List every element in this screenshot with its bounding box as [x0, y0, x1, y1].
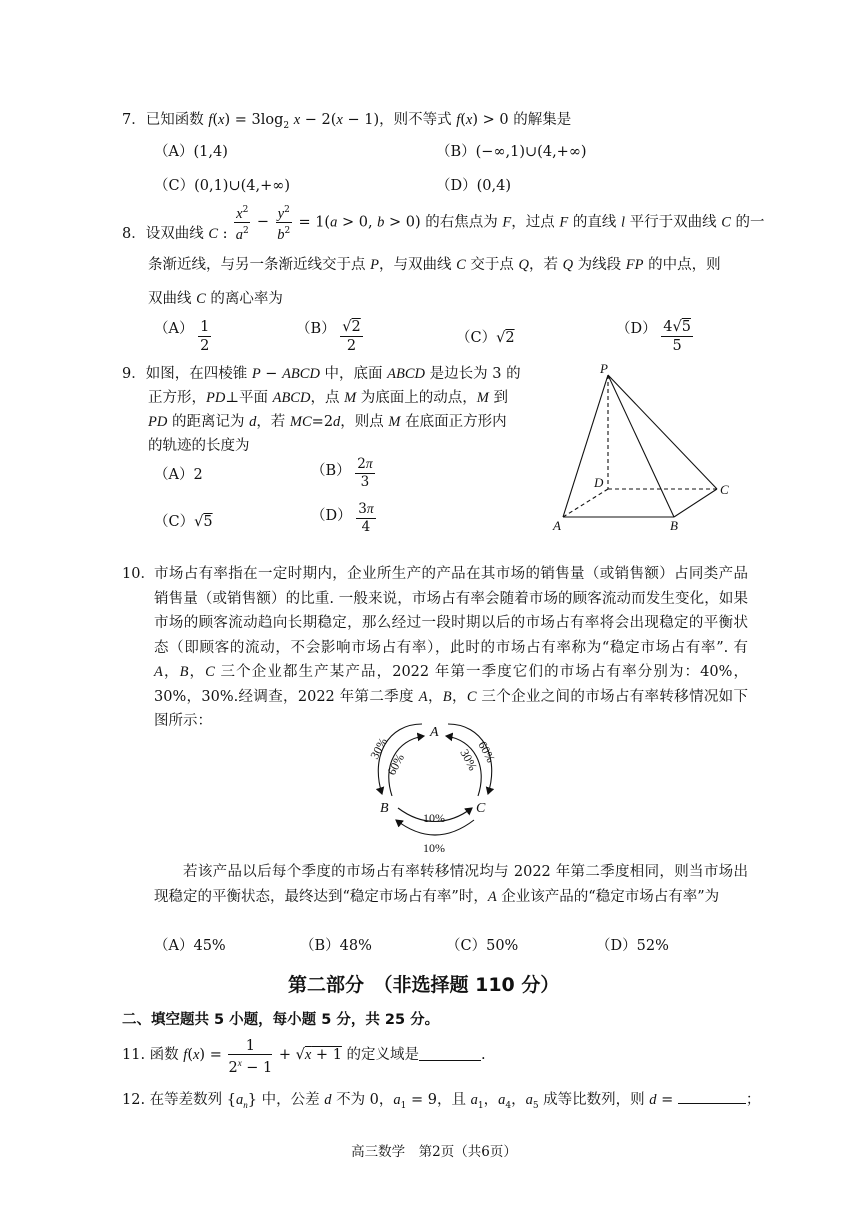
label-b: B: [670, 518, 678, 533]
q7-option-b[interactable]: （B）(−∞,1)∪(4,+∞): [436, 144, 587, 160]
q9-line4: 的轨迹的长度为: [148, 438, 250, 454]
q9-option-d[interactable]: （D） $\frac{3\pi}{4}$: [311, 501, 374, 535]
question-12: 12. 在等差数列 $\{a_n\}$ 中，公差 d 不为 0，$a_1 = 9$，且 $a_1$，$a_4$，$a_5$ 成等比数列，则 d = ；: [122, 1088, 760, 1111]
q9-option-c[interactable]: （C）√5: [154, 514, 213, 530]
edge-bc: [674, 489, 717, 517]
q12-answer-blank[interactable]: [678, 1089, 746, 1104]
label-a: A: [553, 518, 561, 533]
page-footer: 高三数学 第2页（共6页）: [351, 1144, 517, 1160]
node-b: B: [380, 801, 389, 816]
section-heading: 二、填空题共 5 小题，每小题 5 分，共 25 分。: [122, 1012, 440, 1028]
q9-line3: PD 的距离记为 d，若 MC=2d，则点 M 在底面正方形内: [148, 414, 507, 430]
q10-option-a[interactable]: （A）45%: [154, 938, 226, 954]
q10-text: 市场占有率指在一定时期内，企业所生产的产品在其市场的销售量（或销售额）占同类产品销售量（或销售额）的比重. 一般来说，市场占有率会随着市场的顾客流动而发生变化，如果市场的顾客流动趋向长期稳定，那么经过一段时期以后的市场占有率将会出现稳定的平衡状态（即顾客的流动，不会影响市场占有率），此时的市场占有率称为“稳定市场占有率”. 有 A，B，C 三个企业都生产某产品，2022 年第一季度它们的市场占有率分别为：40%，30%，30%.经调查，2022 年第二季度 A，B，C 三个企业之间的市场占有率转移情况如下图所示：: [154, 566, 748, 729]
label-p: P: [600, 361, 608, 376]
q8-line2: 条渐近线，与另一条渐近线交于点 P，与双曲线 C 交于点 Q，若 Q 为线段 FP 的中点，则: [148, 257, 721, 273]
label-a-to-c: 60%: [475, 738, 499, 765]
node-c: C: [476, 801, 486, 816]
question-11: 11. 函数 f(x) = $\frac{1}{2^x - 1}$ + √x + 1 的定义域是 .: [122, 1038, 486, 1076]
q8-line1: 8．设双曲线 C : $\frac{x^2}{a^2}$ − $\frac{y^2}{b^2}$ = 1(a > 0, b > 0) 的右焦点为 F，过点 F 的直线 l 平行于双曲线 C 的一: [122, 202, 764, 244]
label-b-to-a: 60%: [384, 751, 407, 778]
q10-option-b[interactable]: （B）48%: [300, 938, 372, 954]
q8-option-b[interactable]: （B） $\frac{√2}{2}$: [296, 319, 361, 354]
edge-pa: [563, 375, 608, 517]
label-c-to-b: 10%: [423, 841, 445, 855]
edge-da: [563, 489, 608, 517]
q7-option-d[interactable]: （D）(0,4): [436, 178, 511, 194]
q8-option-d[interactable]: （D） $\frac{4√5}{5}$: [616, 319, 691, 354]
q9-line2: 正方形，PD⊥平面 ABCD，点 M 为底面上的动点，M 到: [148, 390, 508, 406]
q7-option-c[interactable]: （C）(0,1)∪(4,+∞): [154, 178, 290, 194]
q10-text2: 若该产品以后每个季度的市场占有率转移情况均与 2022 年第二季度相同，则当市场出现稳定的平衡状态，最终达到“稳定市场占有率”时，A 企业该产品的“稳定市场占有率”为: [154, 864, 748, 905]
q9-line1: 9．如图，在四棱锥 P − ABCD 中，底面 ABCD 是边长为 3 的: [122, 366, 521, 382]
part2-title: 第二部分 （非选择题 110 分）: [288, 974, 560, 996]
q11-answer-blank[interactable]: [419, 1046, 481, 1061]
q9-option-a[interactable]: （A）2: [154, 467, 203, 483]
label-d: D: [594, 475, 604, 490]
q8-option-c[interactable]: （C）√2: [456, 330, 515, 346]
q10-option-d[interactable]: （D）52%: [596, 938, 669, 954]
q8-option-a[interactable]: （A） $\frac{1}{2}$: [154, 319, 210, 354]
edge-pb: [608, 375, 674, 517]
q10-number: 10．: [122, 566, 155, 582]
q7-option-a[interactable]: （A）(1,4): [154, 144, 228, 160]
q7-stem: 7．已知函数 $f(x) = 3\log_2$ x − 2(x − 1)，则不等式 f(x) > 0 的解集是: [122, 112, 572, 131]
node-a: A: [430, 725, 439, 740]
q9-option-b[interactable]: （B） $\frac{2\pi}{3}$: [311, 456, 373, 490]
q10-option-c[interactable]: （C）50%: [446, 938, 519, 954]
label-b-to-c: 10%: [423, 811, 445, 825]
market-transfer-diagram: [352, 716, 518, 856]
q8-line3: 双曲线 C 的离心率为: [148, 291, 283, 307]
label-a-to-b: 30%: [367, 735, 390, 762]
edge-pc: [608, 375, 717, 489]
pyramid-figure: [546, 360, 746, 540]
label-c: C: [720, 482, 729, 497]
label-c-to-a: 30%: [457, 746, 481, 773]
